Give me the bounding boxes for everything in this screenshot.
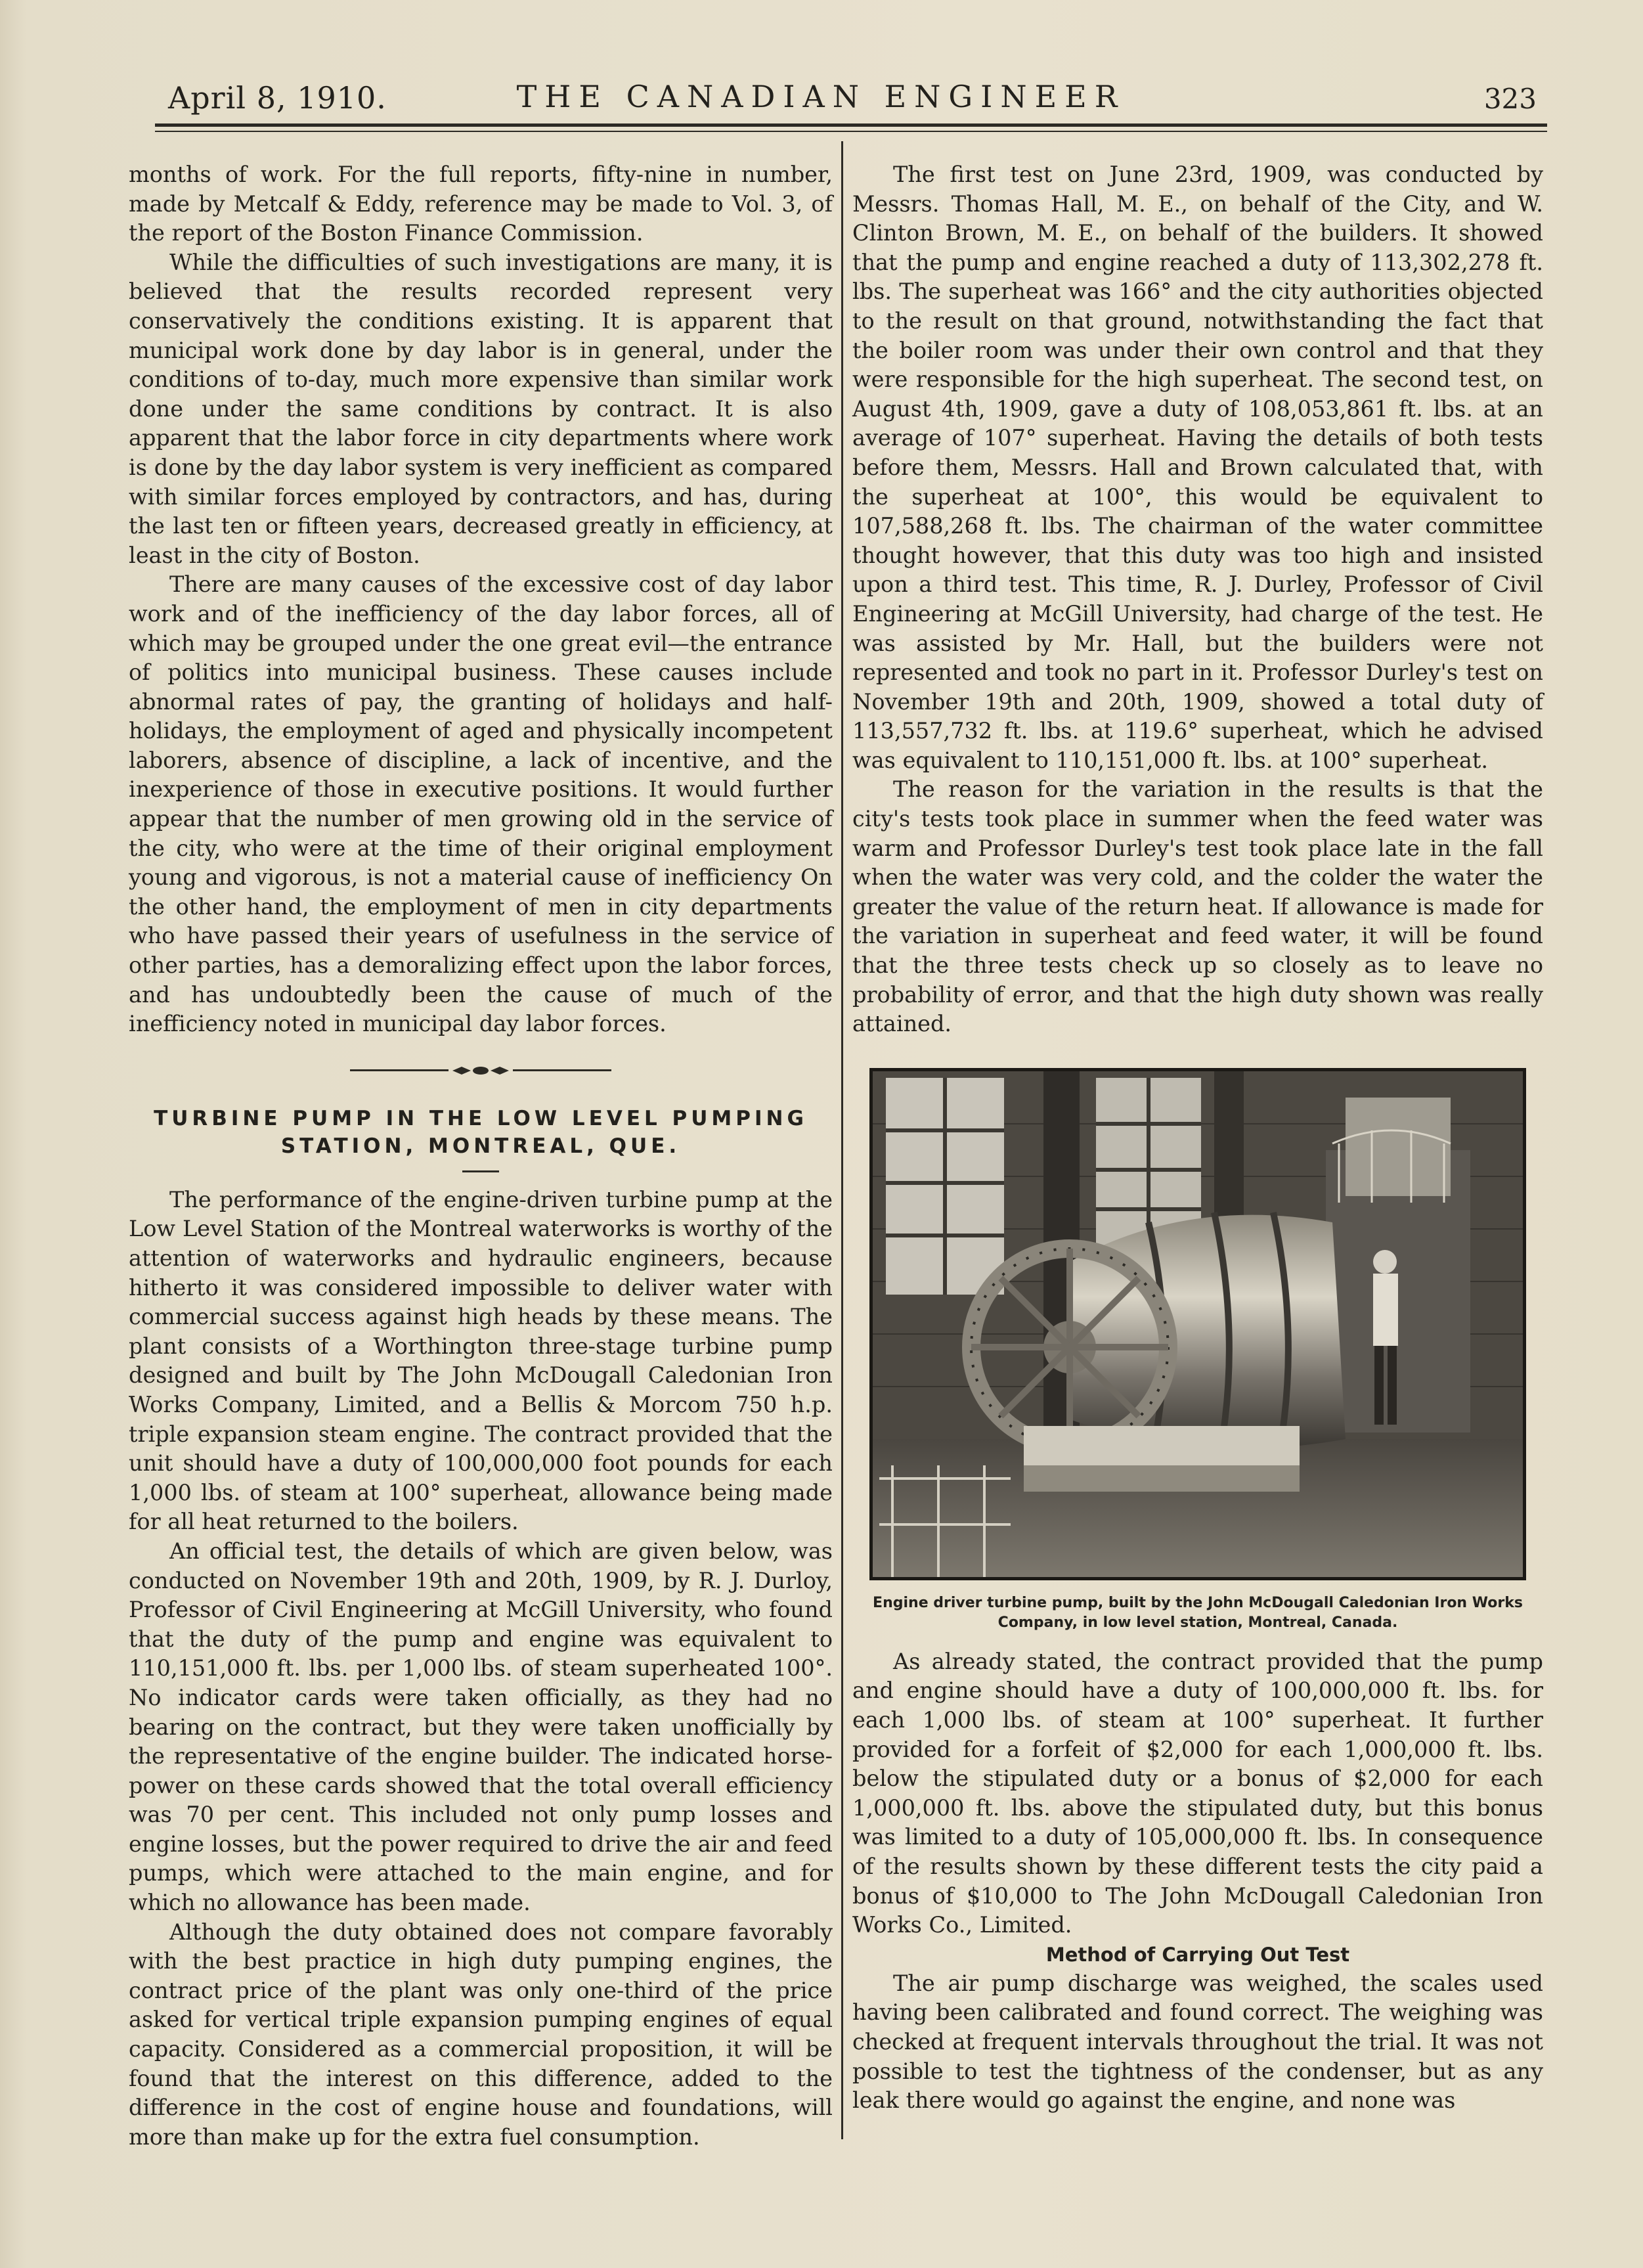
body-paragraph: months of work. For the full reports, fifty-nine in number, made by Metcalf & Eddy, reference may be made to Vol. 3, of the report of the Boston Finance Commission. <box>129 162 833 246</box>
body-paragraph: While the difficulties of such investigations are many, it is believed that the results recorded represent very conservatively the conditions existing. It is apparent that municipal work done by day labor is in general, under the conditions of to-day, much more expensive than similar work done under the same conditions by contract. It is also apparent that the labor force in city departments where work is done by the day labor system is very inefficient as compared with similar forces employed by contractors, and has, during the last ten or fifteen years, decreased greatly in efficiency, at least in the city of Boston. <box>129 249 833 568</box>
column-divider <box>841 141 843 2139</box>
header-rule-thick <box>155 123 1547 127</box>
turbine-pump-photo <box>869 1068 1526 1580</box>
article-paragraph: Although the duty obtained does not compare favorably with the best practice in high duty pumping engines, the contract price of the plant was only one-third of the price asked for vertical triple expansion pumping engines of equal capacity. Considered as a commercial proposition, it will be found that the interest on this difference, added to the difference in the cost of engine house and foundations, will more than make up for the extra fuel consumption. <box>129 1919 833 2150</box>
section-ornament <box>129 1051 833 1090</box>
article-title: TURBINE PUMP IN THE LOW LEVEL PUMPING STATION, MONTREAL, QUE. <box>154 1106 808 1158</box>
body-paragraph: The air pump discharge was weighed, the scales used having been calibrated and found correct. The weighing was checked at frequent intervals throughout the trial. It was not possible to test the tightness of the condenser, but as any leak there would go against the engine, and none was <box>852 1970 1543 2114</box>
left-column <box>129 160 833 2152</box>
engine-room-illustration <box>873 1071 1523 1577</box>
ornament-icon <box>451 1065 510 1076</box>
body-paragraph: The reason for the variation in the results is that the city's tests took place in summer when the feed water was warm and Professor Durley's test took place late in the fall when the water was very cold, and the colder the water the greater the value of the return heat. If allowance is made for the variation in superheat and feed water, it will be found that the three tests check up so closely as to leave no probability of error, and that the high duty shown was really attained. <box>852 776 1543 1037</box>
body-paragraph: The first test on June 23rd, 1909, was conducted by Messrs. Thomas Hall, M. E., on behalf of the City, and W. Clinton Brown, M. E., on behalf of the builders. It showed that the pump and engine reached a duty of 113,302,278 ft. lbs. The superheat was 166° and the city authorities objected to the result on that ground, notwithstanding the fact that the boiler room was under their own control and that they were responsible for the high superheat. The second test, on August 4th, 1909, gave a duty of 108,053,861 ft. lbs. at an average of 107° superheat. Having the details of both tests before them, Messrs. Hall and Brown calculated that, with the superheat at 100°, this would be equivalent to 107,588,268 ft. lbs. The chairman of the water committee thought however, that this duty was too high and insisted upon a third test. This time, R. J. Durley, Professor of Civil Engineering at McGill University, had charge of the test. He was assisted by Mr. Hall, but the builders were not represented and took no part in it. Professor Durley's test on November 19th and 20th, 1909, showed a total duty of 113,557,732 ft. lbs. at 119.6° superheat, which he advised was equivalent to 110,151,000 ft. lbs. at 100° superheat. <box>852 162 1543 773</box>
subheading: Method of Carrying Out Test <box>1045 1943 1350 1966</box>
header-rule-thin <box>155 131 1547 132</box>
article-paragraph: An official test, the details of which are given below, was conducted on November 19th and 20th, 1909, by R. J. Durloy, Professor of Civil Engineering at McGill University, who found that the duty of the pump and engine was equivalent to 110,151,000 ft. lbs. per 1,000 lbs. of steam superheated 100°. No indicator cards were taken officially, as they had no bearing on the contract, but they were taken unofficially by the representative of the engine builder. The indicated horse-power on these cards showed that the total overall efficiency was 70 per cent. This included not only pump losses and engine losses, but the power required to drive the air and feed pumps, which were attached to the main engine, and for which no allowance has been made. <box>129 1538 833 1916</box>
article-paragraph: The performance of the engine-driven turbine pump at the Low Level Station of the Montreal waterworks is worthy of the attention of waterworks and hydraulic engineers, because hitherto it was considered impossible to deliver water with commercial success against high heads by these means. The plant consists of a Worthington three-stage turbine pump designed and built by The John McDougall Caledonian Iron Works Company, Limited, and a Bellis & Morcom 750 h.p. triple expansion steam engine. The contract provided that the unit should have a duty of 100,000,000 foot pounds for each 1,000 lbs. of steam at 100° superheat, allowance being made for all heat returned to the boilers. <box>129 1186 833 1535</box>
page-header <box>0 0 1643 151</box>
body-paragraph: As already stated, the contract provided that the pump and engine should have a duty of 100,000,000 ft. lbs. for each 1,000 lbs. of steam at 100° superheat. It further provided for a forfeit of $2,000 for each 1,000,000 ft. lbs. below the stipulated duty or a bonus of $2,000 for each 1,000,000 ft. lbs. above the stipulated duty, but this bonus was limited to a duty of 105,000,000 ft. lbs. In consequence of the results shown by these different tests the city paid a bonus of $10,000 to The John McDougall Caledonian Iron Works Co., Limited. <box>852 1648 1543 1938</box>
issue-date: April 8, 1910. <box>168 80 387 116</box>
body-paragraph: There are many causes of the excessive cost of day labor work and of the inefficiency of the day labor forces, all of which may be grouped under the one great evil—the entrance of politics into municipal business. These causes include abnormal rates of pay, the granting of holidays and half-holidays, the employment of aged and physically incompetent laborers, absence of discipline, a lack of incentive, and the inexperience of those in executive positions. It would further appear that the number of men growing old in the service of the city, who were at the time of their original employment young and vigorous, is not a material cause of inefficiency On the other hand, the employment of men in city departments who have passed their years of usefulness in the service of other parties, has a demoralizing effect upon the labor forces, and has undoubtedly been the cause of much of the inefficiency noted in municipal day labor forces. <box>129 571 833 1037</box>
page-number: 323 <box>1483 83 1537 115</box>
photo-caption: Engine driver turbine pump, built by the John McDougall Caledonian Iron Works Company, in low level station, Montreal, Canada. <box>873 1594 1523 1631</box>
journal-title: THE CANADIAN ENGINEER <box>516 79 1126 114</box>
right-column <box>852 160 1543 2116</box>
title-underline <box>462 1170 499 1172</box>
